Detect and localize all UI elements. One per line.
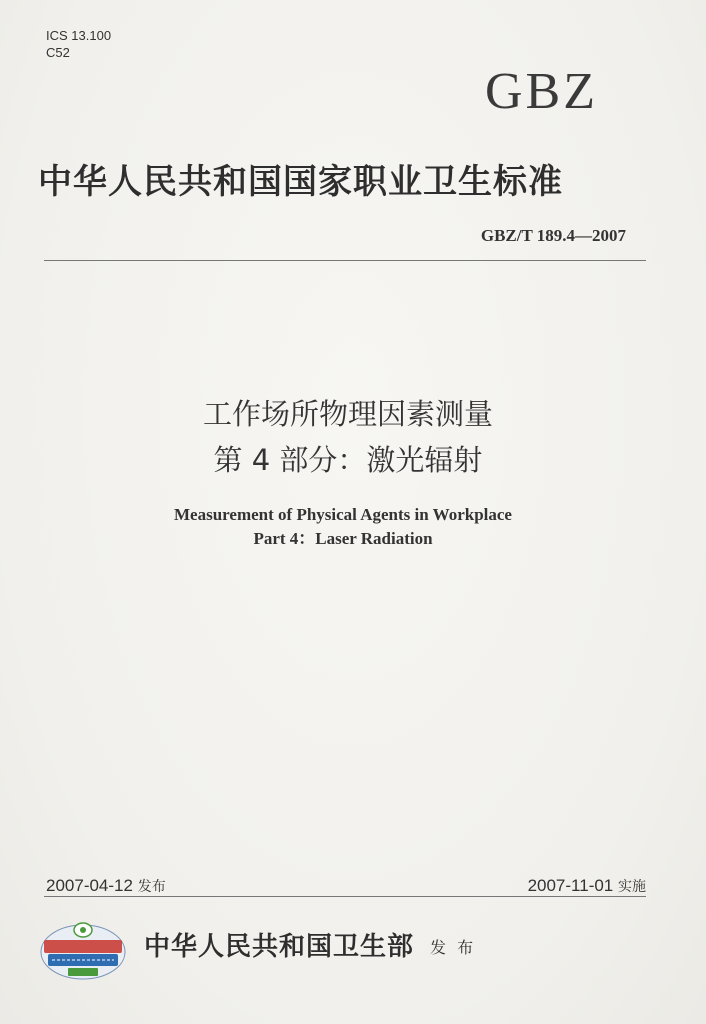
publisher-name: 中华人民共和国卫生部 <box>144 932 415 962</box>
document-title-en-line2: Part 4：Laser Radiation <box>253 529 433 548</box>
document-title-en-line1: Measurement of Physical Agents in Workplace <box>174 505 512 524</box>
ics-code: ICS 13.100 <box>46 28 112 43</box>
publisher-action: 发 布 <box>430 938 477 957</box>
effective-date <box>528 876 646 896</box>
issue-date <box>46 876 166 896</box>
issue-date-label: 发布 <box>137 879 166 895</box>
class-code: C52 <box>46 45 70 60</box>
document-title-cn-line1: 工作场所物理因素测量 <box>202 397 493 431</box>
publisher-line <box>144 930 476 965</box>
top-divider <box>44 260 646 261</box>
publisher-seal-icon <box>38 916 128 982</box>
effective-date-label: 实施 <box>618 879 646 895</box>
effective-date-value: 2007-11-01 <box>527 876 614 895</box>
gbz-logo: GBZ <box>485 63 598 120</box>
standard-number: GBZ/T 189.4—2007 <box>480 226 626 245</box>
bottom-divider <box>44 896 646 897</box>
issue-date-value: 2007-04-12 <box>46 876 133 895</box>
document-title-cn-line2: 第 4 部分：激光辐射 <box>213 443 483 477</box>
standard-series-title: 中华人民共和国国家职业卫生标准 <box>38 162 563 202</box>
classification-codes <box>46 27 111 61</box>
